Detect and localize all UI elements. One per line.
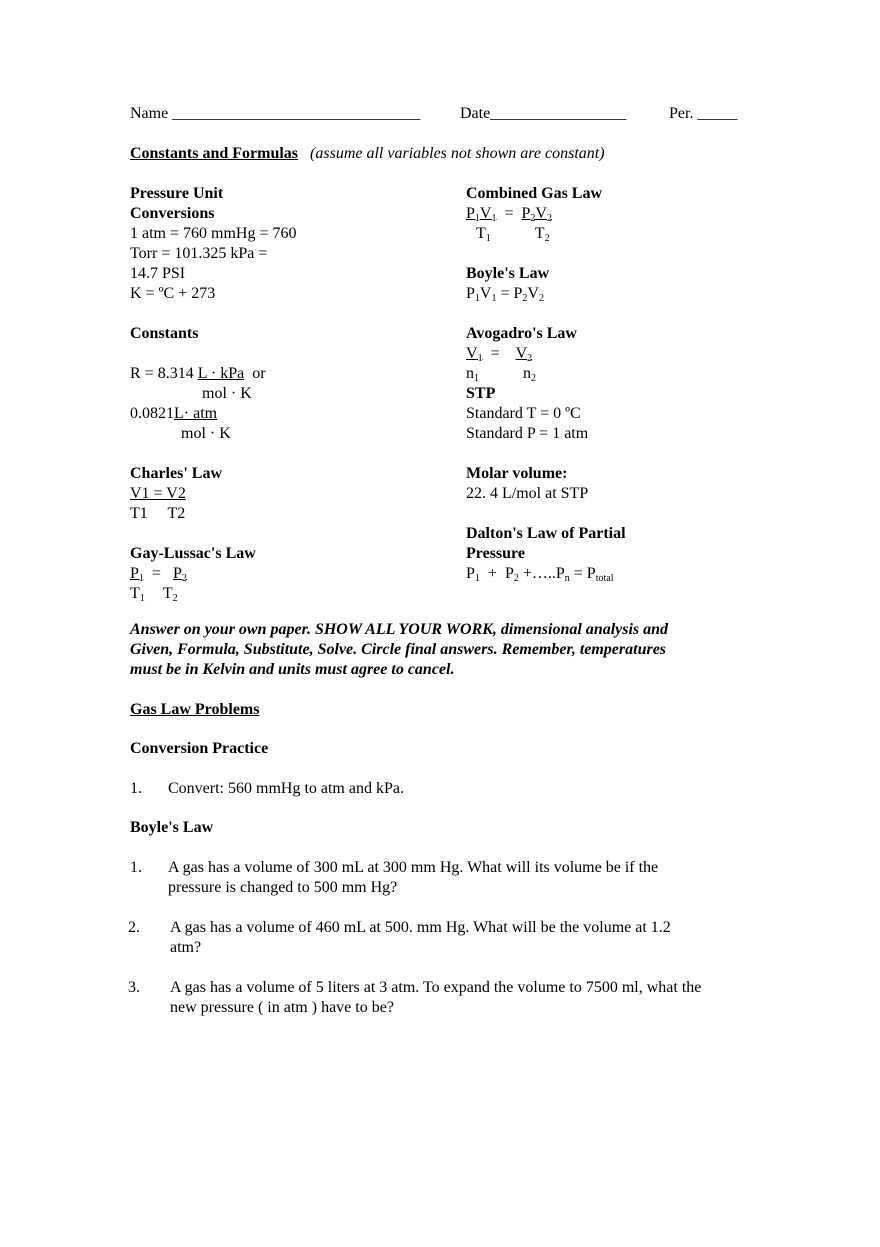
combined-gas-law-numerator: P1V1 = P2V2 xyxy=(466,205,552,224)
pressure-line: K = ºC + 273 xyxy=(130,285,216,302)
instruction-line: Answer on your own paper. SHOW ALL YOUR WORK, dimensional analysis and xyxy=(130,621,669,638)
name-label: Name xyxy=(130,105,169,122)
conversion-practice-title: Conversion Practice xyxy=(130,740,269,757)
stp-title: STP xyxy=(466,385,496,402)
item-text-line1: A gas has a volume of 300 mL at 300 mm Hg. What will its volume be if the xyxy=(168,859,659,876)
gay-lussac-law-title: Gay-Lussac's Law xyxy=(130,545,256,562)
pressure-line: 1 atm = 760 mmHg = 760 xyxy=(130,225,297,242)
molar-volume-value: 22. 4 L/mol at STP xyxy=(466,485,589,502)
constants-title: Constants and Formulas xyxy=(130,145,299,162)
date-blank: _________________ xyxy=(490,105,627,122)
left-formula-column xyxy=(130,184,450,604)
constants-subtitle: Constants xyxy=(130,325,199,342)
gas-constant-r2: 0.0821L· atm xyxy=(130,405,218,422)
gay-lussac-numerator: P1 = P2 xyxy=(130,565,187,584)
item-text-line2: new pressure ( in atm ) have to be? xyxy=(170,999,394,1016)
pressure-line: 14.7 PSI xyxy=(130,265,186,282)
item-number: 1. xyxy=(130,859,142,876)
period-label: Per. xyxy=(669,105,694,122)
pressure-line: Torr = 101.325 kPa = xyxy=(130,245,268,262)
charles-law-denominator: T1 T2 xyxy=(130,505,186,522)
name-field xyxy=(130,104,420,124)
stp-temperature: Standard T = 0 ºC xyxy=(466,405,581,422)
charles-law-title: Charles' Law xyxy=(130,465,222,482)
item-text-line1: A gas has a volume of 5 liters at 3 atm. To expand the volume to 7500 ml, what the xyxy=(170,979,702,996)
gas-constant-r1-denominator: mol · K xyxy=(202,385,252,402)
stp-pressure: Standard P = 1 atm xyxy=(466,425,589,442)
charles-law-numerator: V1 = V2 xyxy=(130,485,186,502)
period-blank: _____ xyxy=(697,105,738,122)
item-number: 3. xyxy=(128,979,140,996)
item-text-line1: A gas has a volume of 460 mL at 500. mm Hg. What will be the volume at 1.2 xyxy=(170,919,671,936)
gay-lussac-denominator: T1 T2 xyxy=(130,585,178,604)
molar-volume-title: Molar volume: xyxy=(466,465,568,482)
instructions-block xyxy=(130,620,750,680)
avogadros-law-title: Avogadro's Law xyxy=(466,325,577,342)
name-blank: _______________________________ xyxy=(172,105,421,122)
boyles-law-formula: P1V1 = P2V2 xyxy=(466,285,544,304)
period-field xyxy=(669,104,737,124)
pressure-title-1: Pressure Unit xyxy=(130,185,224,202)
daltons-law-title-2: Pressure xyxy=(466,545,525,562)
daltons-law-title-1: Dalton's Law of Partial xyxy=(466,525,626,542)
instruction-line: must be in Kelvin and units must agree to cancel. xyxy=(130,661,455,678)
boyles-law-title: Boyle's Law xyxy=(466,265,550,282)
date-label: Date xyxy=(460,105,491,122)
avogadros-law-numerator: V1 = V2 xyxy=(466,345,533,364)
constants-heading xyxy=(130,144,605,164)
constants-note: (assume all variables not shown are constant) xyxy=(310,145,605,162)
item-text: Convert: 560 mmHg to atm and kPa. xyxy=(168,780,404,797)
item-text-line2: pressure is changed to 500 mm Hg? xyxy=(168,879,398,896)
combined-gas-law-title: Combined Gas Law xyxy=(466,185,603,202)
date-field xyxy=(460,104,626,124)
item-number: 1. xyxy=(130,780,142,797)
item-text-line2: atm? xyxy=(170,939,202,956)
gas-constant-r2-denominator: mol · K xyxy=(181,425,231,442)
avogadros-law-denominator: n1 n2 xyxy=(466,365,536,384)
combined-gas-law-denominator: T1 T2 xyxy=(476,225,550,244)
gas-constant-r1: R = 8.314 L · kPa or xyxy=(130,365,266,382)
item-number: 2. xyxy=(128,919,140,936)
pressure-title-2: Conversions xyxy=(130,205,215,222)
instruction-line: Given, Formula, Substitute, Solve. Circle final answers. Remember, temperatures xyxy=(130,641,667,658)
gas-law-problems-title: Gas Law Problems xyxy=(130,701,260,718)
daltons-law-formula: P1 + P2 +…..Pn = Ptotal xyxy=(466,565,614,584)
right-formula-column xyxy=(466,184,766,584)
boyles-law-section-title: Boyle's Law xyxy=(130,819,214,836)
